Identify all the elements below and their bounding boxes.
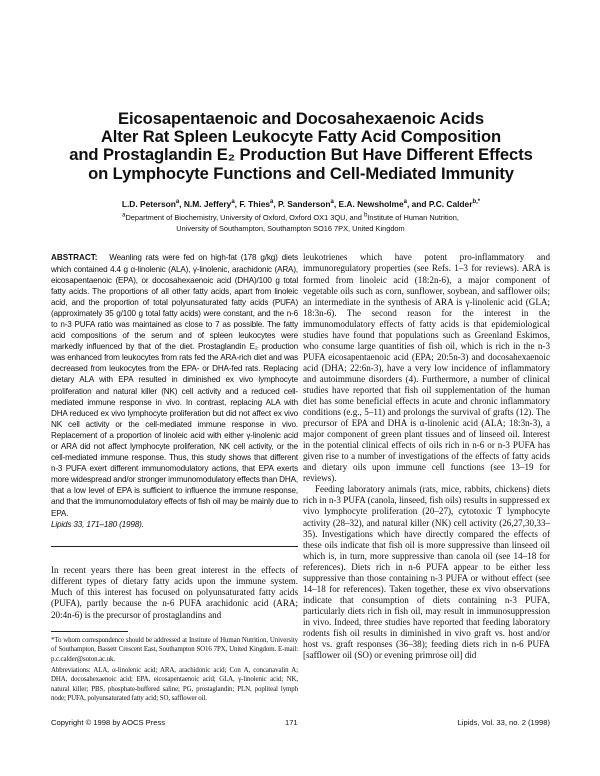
author-separator: , xyxy=(234,198,240,209)
author-separator: , xyxy=(333,198,339,209)
author-affiliation-marker: a xyxy=(231,199,235,206)
article-title xyxy=(41,110,561,183)
author-list xyxy=(41,199,561,210)
left-column xyxy=(51,252,298,705)
affiliation-text: Department of Biochemistry, University of Oxford, Oxford OX1 3QU, and xyxy=(125,212,364,222)
affil-marker: a xyxy=(122,212,126,219)
author-separator: , xyxy=(273,198,279,209)
abstract-text: Weanling rats were fed on high-fat (178 g/kg) diets which contained 4.4 g α-linolenic (ALA), γ-linolenic, arachidonic (ARA), eicosapentaenoic (EPA), or docosahexaenoic acid (DHA)/100 g total fatty acids. The proportions of all other fatty acids, apart from linoleic acid, and the proportion of total polyunsaturated fatty acids (PUFA) (approximately 35 g/100 g total fatty acids) were constant, and the n-6 to n-3 PUFA ratio was maintained as close to 7 as possible. The fatty acid compositions of the serum and of spleen leukocytes were markedly influenced by that of the diet. Prostaglandin E₂ production was enhanced from leukocytes from rats fed the ARA-rich diet and was decreased from leukocytes from the EPA- or DHA-fed rats. Replacing dietary ALA with EPA resulted in diminished ex vivo lymphocyte proliferation and natural killer (NK) cell activity and a reduced cell-mediated immune response in vivo. In contrast, replacing ALA with DHA reduced ex vivo lymphocyte proliferation but did not affect ex vivo NK cell activity or the cell-mediated immune response in vivo. Replacement of a proportion of linoleic acid with either γ-linolenic acid or ARA did not affect lymphocyte proliferation, NK cell activity, or the cell-mediated immune response. Thus, this study shows that different n-3 PUFA exert different immunomodulatory actions, that EPA exerts more widespread and/or stronger immunomodulatory effects than DHA, that a low level of EPA is sufficient to influence the immune response, and that the immunomodulatory effects of fish oil may be mainly due to EPA. xyxy=(51,253,298,518)
author-name: L.D. Peterson xyxy=(121,198,176,209)
author-affiliation-marker: a xyxy=(403,199,407,206)
body-paragraph: Feeding laboratory animals (rats, mice, rabbits, chickens) diets rich in n-3 PUFA (canola, linseed, fish oils) results in suppressed ex vivo lymphocyte proliferation (20–27), cytotoxic T lymphocyte activity (28–32), and natural killer (NK) cell activity (26,27,30,33–35). Investigations which have directly compared the effects of these oils indicate that fish oil is more suppressive than linseed oil which is, in turn, more suppressive than canola oil (see 14–18 for references). Diets rich in n-6 PUFA appear to be either less suppressive than those containing n-3 PUFA or without effect (see 14–18 for references). Taken together, these ex vivo observations indicate that consumption of diets containing n-3 PUFA, particularly diets rich in fish oil, may result in immunosuppression in vivo. Indeed, three studies have reported that feeding laboratory rodents fish oil results in diminished in vivo graft vs. host and/or host vs. graft responses (36–38); feeding diets rich in n-6 PUFA [safflower oil (SO) or evening primrose oil] did xyxy=(303,484,550,661)
intro-paragraph: In recent years there has been great interest in the effects of different types of dietary fatty acids upon the immune system. Much of this interest has focused on polyunsaturated fatty acids (PUFA), partly because the n-6 PUFA arachidonic acid (ARA; 20:4n-6) is the precursor of prostaglandins and xyxy=(51,564,298,620)
page-footer xyxy=(51,718,550,728)
author-affiliation-marker: a xyxy=(270,199,274,206)
footnote-divider xyxy=(51,631,128,632)
affiliations xyxy=(51,213,531,235)
affil-marker: b xyxy=(363,212,368,219)
affiliation-text: Institute of Human Nutrition, xyxy=(367,212,459,222)
author-name: P. Sanderson xyxy=(278,198,331,209)
body-paragraph: leukotrienes which have potent pro-inflammatory and immunoregulatory properties (see Refs. 1–3 for reviews). ARA is formed from linoleic acid (18:2n-6), a major component of vegetable oils such as corn, sunflower, soybean, and safflower oils; an intermediate in the synthesis of ARA is γ-linolenic acid (GLA; 18:3n-6). The second reason for the interest in the immunomodulatory effects of fatty acids is that epidemiological studies have found that populations such as Greenland Eskimos, who consume large quantities of fish oil, which is rich in the n-3 PUFA eicosapentaenoic acid (EPA; 20:5n-3) and docosahexaenoic acid (DHA; 22:6n-3), have a very low incidence of inflammatory and autoimmune disorders (4). Furthermore, a number of clinical studies have reported that fish oil supplementation of the human diet has some beneficial effects in acute and chronic inflammatory conditions (e.g., 5–11) and prolongs the survival of grafts (12). The precursor of EPA and DHA is α-linolenic acid (ALA; 18:3n-3), a major component of green plant tissues and of linseed oil. Interest in the potential clinical effects of oils rich in n-6 or n-3 PUFA has given rise to a number of investigations of the effects of fatty acids and dietary oils upon immune cell functions (see 13–19 for reviews). xyxy=(303,252,550,484)
correspondence-note: *To whom correspondence should be addressed at Institute of Human Nutrition, University of Southampton, Bassett Crescent East, Southampton SO16 7PX, United Kingdom. E-mail: p.c.calder@soton.ac.uk. xyxy=(51,636,298,663)
title-line: Eicosapentaenoic and Docosahexaenoic Acids xyxy=(118,109,484,128)
section-divider xyxy=(51,546,298,547)
two-column-body xyxy=(51,252,550,705)
abbreviations-note: Abbreviations: ALA, α-linolenic acid; ARA, arachidonic acid; Con A, concanavalin A; DHA, docosahexaenoic acid; EPA, eicosapentaenoic acid; GLA, γ-linolenic acid; NK, natural killer; PBS, phosphate-buffered saline; PG, prostaglandin; PLN, popliteal lymph node; PUFA, polyunsaturated fatty acid; SO, safflower oil. xyxy=(51,666,298,703)
abstract xyxy=(51,252,298,529)
affiliation-text: University of Southampton, Southampton SO16 7PX, United Kingdom xyxy=(176,223,405,233)
author-affiliation-marker: b,* xyxy=(472,199,481,206)
author-affiliation-marker: a xyxy=(330,199,334,206)
author-name: F. Thies xyxy=(239,198,271,209)
author-name: N.M. Jeffery xyxy=(183,198,232,209)
author-name: E.A. Newsholme xyxy=(338,198,404,209)
abstract-label: ABSTRACT: xyxy=(51,253,98,263)
page-number: 171 xyxy=(284,717,298,727)
author-separator: , xyxy=(179,198,184,209)
citation: Lipids 33, 171–180 (1998). xyxy=(51,519,144,529)
author-separator: , and xyxy=(406,198,429,209)
journal-info: Lipids, Vol. 33, no. 2 (1998) xyxy=(457,717,550,727)
title-line: Alter Rat Spleen Leukocyte Fatty Acid Composition xyxy=(100,127,502,147)
author-name: P.C. Calder xyxy=(428,198,473,209)
right-column xyxy=(303,252,550,661)
title-line: and Prostaglandin E₂ Production But Have Different Effects xyxy=(69,145,533,165)
title-line: on Lymphocyte Functions and Cell-Mediated Immunity xyxy=(88,163,514,183)
author-affiliation-marker: a xyxy=(175,199,180,206)
footnotes xyxy=(51,636,298,704)
copyright: Copyright © 1998 by AOCS Press xyxy=(51,717,166,727)
